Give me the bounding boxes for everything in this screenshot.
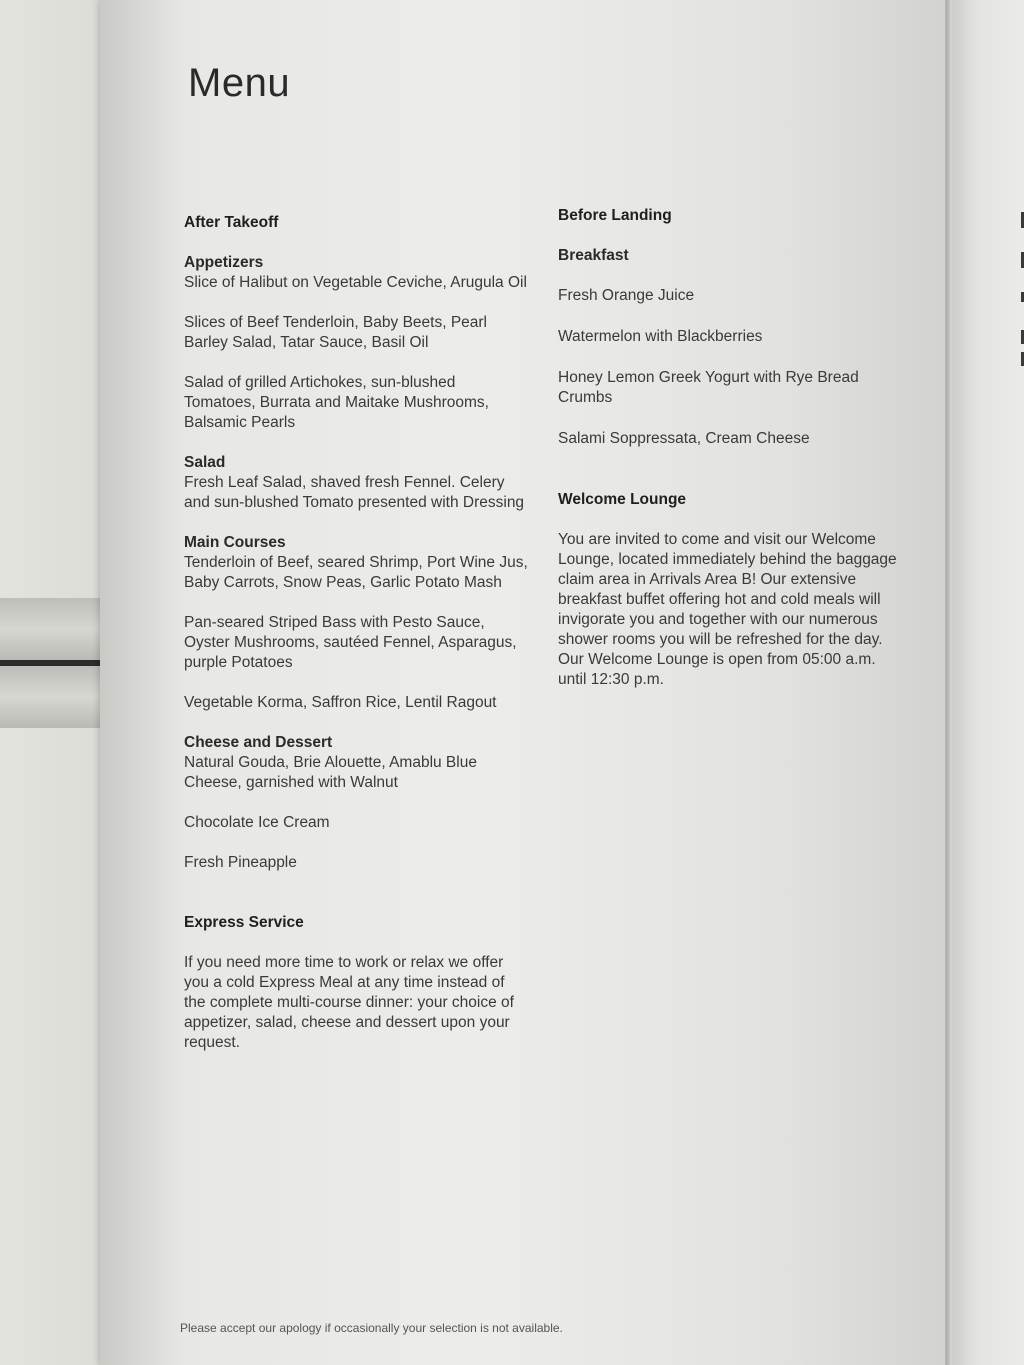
section-heading-after-takeoff: After Takeoff bbox=[184, 214, 279, 231]
background-rail-bottom bbox=[0, 666, 102, 728]
menu-item: Fresh Leaf Salad, shaved fresh Fennel. Celery and sun-blushed Tomato presented with Dressing bbox=[184, 474, 525, 511]
page-fold bbox=[946, 0, 952, 1365]
category-breakfast: Breakfast bbox=[558, 247, 629, 264]
menu-item: Fresh Pineapple bbox=[184, 854, 297, 871]
background-rail-top bbox=[0, 598, 102, 660]
menu-item: Watermelon with Blackberries bbox=[558, 328, 763, 345]
section-heading-welcome-lounge: Welcome Lounge bbox=[558, 491, 687, 508]
category-salad: Salad bbox=[184, 454, 226, 471]
menu-item: Salad of grilled Artichokes, sun-blushed Tomatoes, Burrata and Maitake Mushrooms, Balsamic Pearls bbox=[184, 374, 489, 431]
menu-item: Fresh Orange Juice bbox=[558, 287, 695, 304]
menu-item: Slices of Beef Tenderloin, Baby Beets, Pearl Barley Salad, Tatar Sauce, Basil Oil bbox=[184, 314, 487, 351]
menu-item: Vegetable Korma, Saffron Rice, Lentil Ragout bbox=[184, 694, 497, 711]
category-appetizers: Appetizers bbox=[184, 254, 264, 271]
page-title: Menu bbox=[188, 60, 291, 105]
footer-note: Please accept our apology if occasionally your selection is not available. bbox=[180, 1321, 563, 1335]
menu-item: Natural Gouda, Brie Alouette, Amablu Blue Cheese, garnished with Walnut bbox=[184, 754, 477, 791]
menu-item: Salami Soppressata, Cream Cheese bbox=[558, 430, 810, 447]
category-main-courses: Main Courses bbox=[184, 534, 286, 551]
menu-item: Chocolate Ice Cream bbox=[184, 814, 330, 831]
category-cheese-and-dessert: Cheese and Dessert bbox=[184, 734, 333, 751]
left-column bbox=[184, 213, 529, 1053]
menu-item: Tenderloin of Beef, seared Shrimp, Port Wine Jus, Baby Carrots, Snow Peas, Garlic Potato Mash bbox=[184, 554, 528, 591]
menu-item: Honey Lemon Greek Yogurt with Rye Bread Crumbs bbox=[558, 369, 859, 406]
section-heading-before-landing: Before Landing bbox=[558, 207, 672, 224]
menu-item: Slice of Halibut on Vegetable Ceviche, Arugula Oil bbox=[184, 274, 527, 291]
menu-item: Pan-seared Striped Bass with Pesto Sauce, Oyster Mushrooms, sautéed Fennel, Asparagus, purple Potatoes bbox=[184, 614, 517, 671]
welcome-lounge-text: You are invited to come and visit our Welcome Lounge, located immediately behind the baggage claim area in Arrivals Area B! Our extensive breakfast buffet offering hot and cold meals will invigorate you and together with our numerous shower rooms you will be refreshed for the day. Our Welcome Lounge is open from 05:00 a.m. until 12:30 p.m. bbox=[558, 531, 897, 688]
section-heading-express-service: Express Service bbox=[184, 914, 304, 931]
express-service-text: If you need more time to work or relax we offer you a cold Express Meal at any time instead of the complete multi-course dinner: your choice of appetizer, salad, cheese and dessert upon your request. bbox=[184, 954, 514, 1051]
next-page-edge bbox=[945, 0, 1024, 1365]
right-column bbox=[558, 206, 898, 690]
